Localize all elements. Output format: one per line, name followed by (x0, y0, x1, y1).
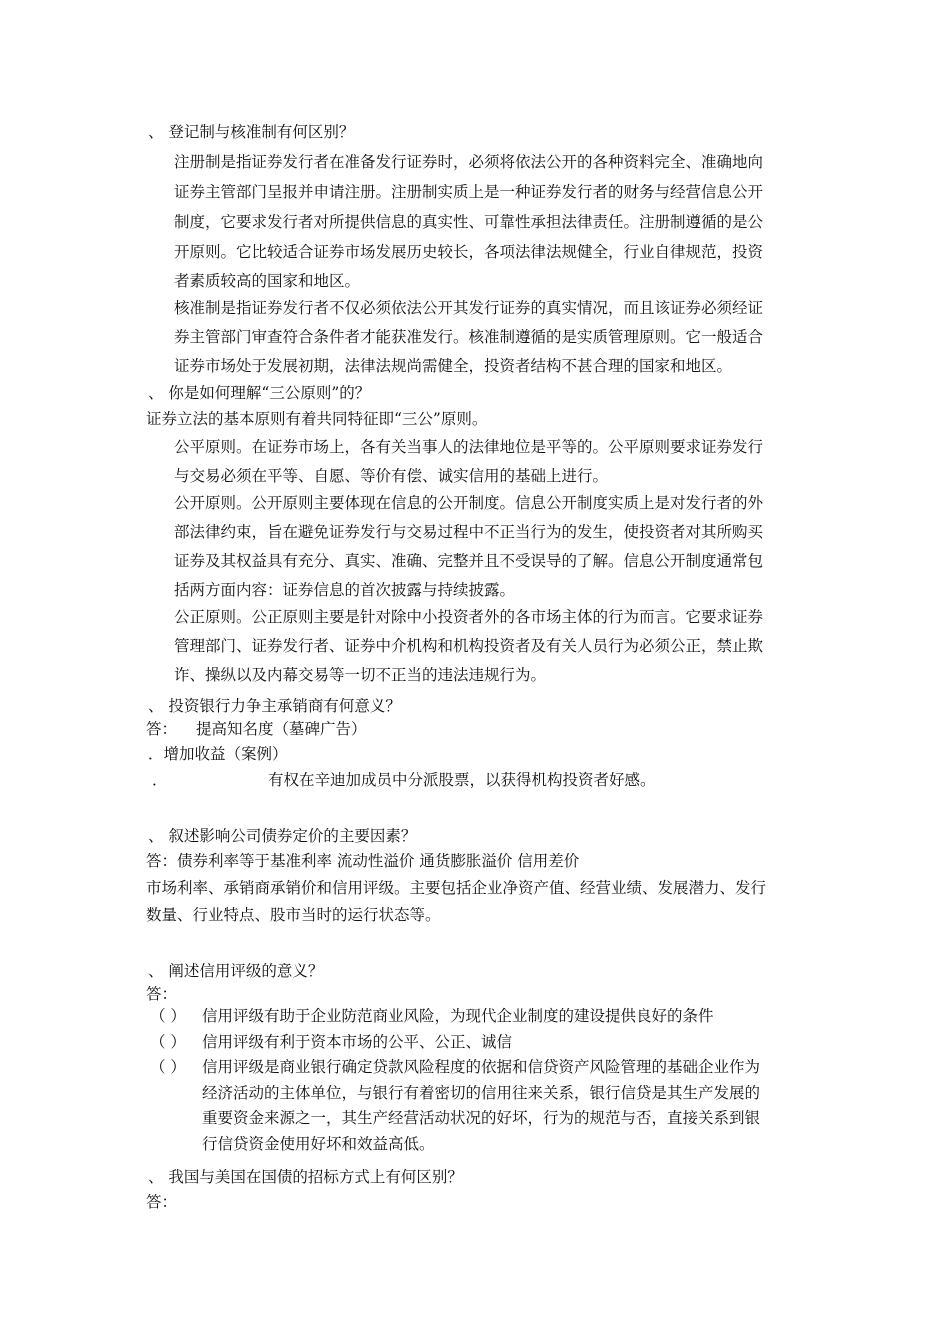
q2-p2-line: 证券及其权益具有充分、真实、准确、完整并且不受误导的了解。信息公开制度通常包 (174, 552, 764, 570)
q2-p3-line: 公正原则。公正原则主要是针对除中小投资者外的各市场主体的行为而言。它要求证券 (174, 608, 764, 626)
q5-item-3-line: 重要资金来源之一，其生产经营活动状况的好坏，行为的规范与否，直接关系到银 (202, 1109, 761, 1127)
q1-p2-line: 证券市场处于发展初期，法律法规尚需健全，投资者结构不甚合理的国家和地区。 (174, 357, 733, 375)
question-3-title: 、 投资银行力争主承销商有何意义？ (148, 697, 401, 715)
q1-p2-line: 券主管部门审查符合条件者才能获准发行。核准制遵循的是实质管理原则。它一般适合 (174, 328, 764, 346)
question-6-title: 、 我国与美国在国债的招标方式上有何区别？ (148, 1168, 463, 1186)
q2-p1-line: 公平原则。在证券市场上，各有关当事人的法律地位是平等的。公平原则要求证券发行 (174, 438, 764, 456)
question-2-title: 、 你是如何理解“三公原则”的？ (148, 384, 371, 402)
q5-item-2: 信用评级有利于资本市场的公平、公正、诚信 (202, 1033, 513, 1051)
q3-item-3-marker: ． (152, 771, 168, 789)
q3-answer-item-1: 提高知名度（墓碑广告） (196, 720, 367, 738)
q1-p1-line: 注册制是指证券发行者在准备发行证券时，必须将依法公开的各种资料完全、准确地向 (174, 153, 764, 171)
q5-item-1: 信用评级有助于企业防范商业风险，为现代企业制度的建设提供良好的条件 (202, 1007, 714, 1025)
q1-p1-line: 开原则。它比较适合证券市场发展历史较长，各项法律法规健全，行业自律规范，投资 (174, 243, 764, 261)
q5-answer-label: 答： (146, 985, 178, 1003)
q5-item-3-line: 经济活动的主体单位，与银行有着密切的信用往来关系，银行信贷是其生产发展的 (202, 1084, 761, 1102)
q2-p3-line: 管理部门、证券发行者、证券中介机构和机构投资者及有关人员行为必须公正，禁止欺 (174, 637, 764, 655)
q5-item-3-line: 信用评级是商业银行确定贷款风险程度的依据和信贷资产风险管理的基础企业作为 (202, 1058, 761, 1076)
q2-p2-line: 部法律约束，旨在避免证券发行与交易过程中不正当行为的发生，使投资者对其所购买 (174, 523, 764, 541)
q2-intro: 证券立法的基本原则有着共同特征即“三公”原则。 (146, 410, 488, 428)
question-1-title: 、 登记制与核准制有何区别？ (148, 123, 355, 141)
q5-item-3-line: 行信贷资金使用好坏和效益高低。 (202, 1135, 435, 1153)
q4-answer-line: 市场利率、承销商承销价和信用评级。主要包括企业净资产值、经营业绩、发展潜力、发行 (146, 879, 767, 897)
q5-item-marker: （ ） (150, 1058, 186, 1076)
q5-item-marker: （ ） (150, 1007, 186, 1025)
question-4-title: 、 叙述影响公司债券定价的主要因素？ (148, 827, 417, 845)
q2-p1-line: 与交易必须在平等、自愿、等价有偿、诚实信用的基础上进行。 (174, 467, 609, 485)
q6-answer-label: 答： (146, 1193, 178, 1211)
q2-p2-line: 公开原则。公开原则主要体现在信息的公开制度。信息公开制度实质上是对发行者的外 (174, 494, 764, 512)
q2-p3-line: 诈、操纵以及内幕交易等一切不正当的违法违规行为。 (174, 666, 547, 684)
q4-answer: 答：债券利率等于基准利率 流动性溢价 通货膨胀溢价 信用差价 (146, 852, 580, 870)
q1-p2-line: 核准制是指证券发行者不仅必须依法公开其发行证券的真实情况，而且该证券必须经证 (174, 299, 764, 317)
q2-p2-line: 括两方面内容：证券信息的首次披露与持续披露。 (174, 581, 516, 599)
q1-p1-line: 制度，它要求发行者对所提供信息的真实性、可靠性承担法律责任。注册制遵循的是公 (174, 213, 764, 231)
q1-p1-line: 证券主管部门呈报并申请注册。注册制实质上是一种证券发行者的财务与经营信息公开 (174, 183, 764, 201)
q3-answer-item-3: 有权在辛迪加成员中分派股票，以获得机构投资者好感。 (268, 771, 656, 789)
question-5-title: 、 阐述信用评级的意义？ (148, 962, 324, 980)
q5-item-marker: （ ） (150, 1033, 186, 1051)
q3-answer-item-2: ．增加收益（案例） (148, 745, 288, 763)
q3-answer-label: 答： (146, 720, 178, 738)
q4-answer-line: 数量、行业特点、股市当时的运行状态等。 (146, 906, 441, 924)
q1-p1-line: 者素质较高的国家和地区。 (174, 272, 361, 290)
